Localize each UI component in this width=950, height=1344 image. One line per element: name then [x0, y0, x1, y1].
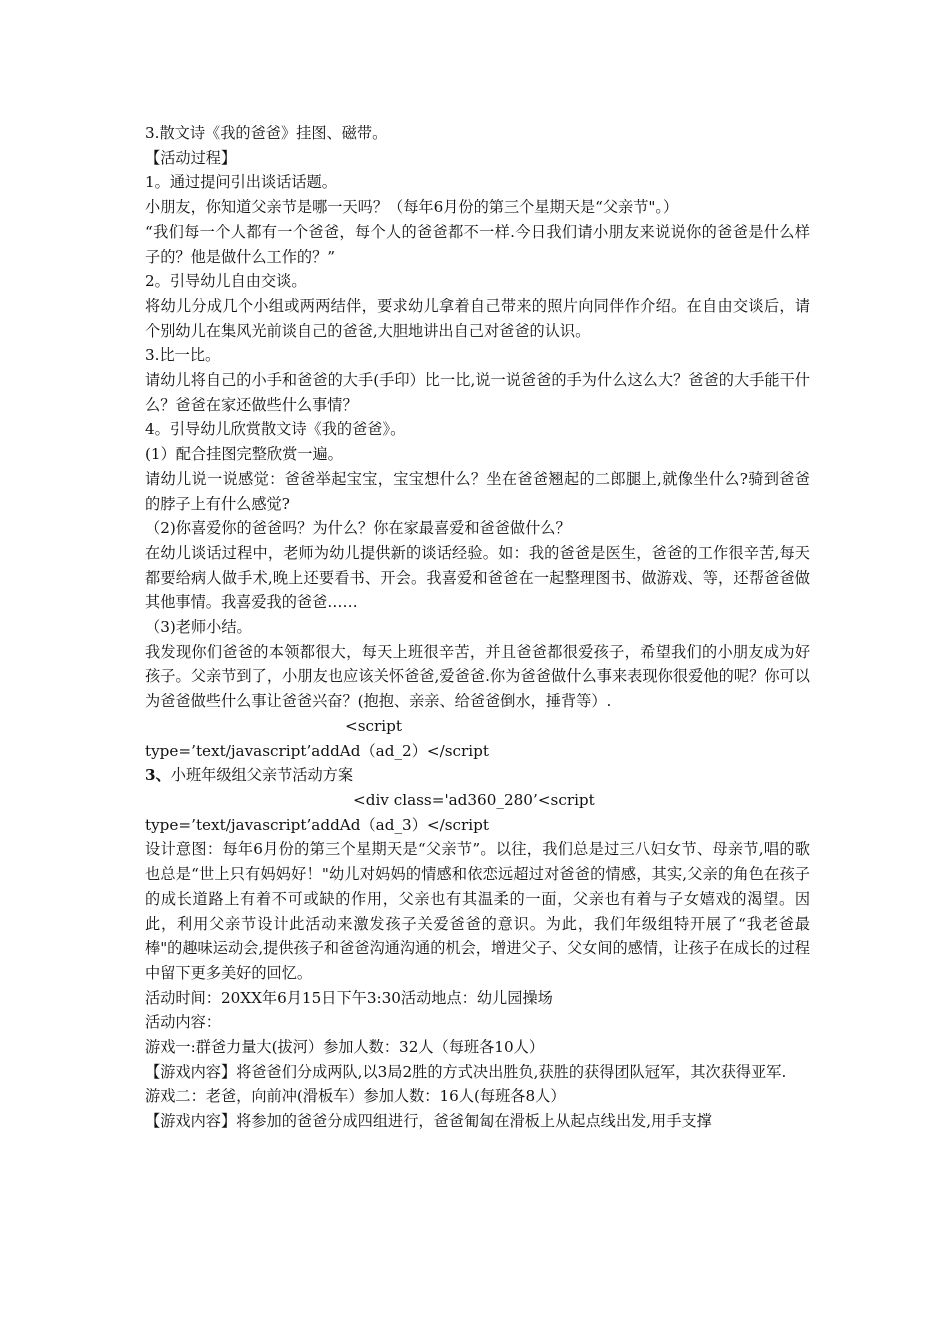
paragraph: 我发现你们爸爸的本领都很大，每天上班很辛苦，并且爸爸都很爱孩子，希望我们的小朋友成为好孩子。父亲节到了，小朋友也应该关怀爸爸,爱爸爸.你为爸爸做什么事来表现你很爱他的呢？你可以为爸爸做些什么事让爸爸兴奋？(抱抱、亲亲、给爸爸倒水，捶背等）.: [145, 642, 810, 711]
section-heading-text: 小班年级组父亲节活动方案: [170, 766, 354, 785]
paragraph: 游戏一:群爸力量大(拔河）参加人数：32人（每班各10人）: [145, 1038, 545, 1057]
paragraph: 活动时间：20XX年6月15日下午3:30活动地点：幼儿园操场: [145, 988, 553, 1007]
paragraph: 4。引导幼儿欣赏散文诗《我的爸爸》。: [145, 420, 406, 439]
paragraph: “我们每一个人都有一个爸爸，每个人的爸爸都不一样.今日我们请小朋友来说说你的爸爸是什么样子的？他是做什么工作的？”: [145, 222, 810, 266]
paragraph: (1）配合挂图完整欣赏一遍。: [145, 445, 343, 464]
paragraph: 游戏二：老爸，向前冲(滑板车）参加人数：16人(每班各8人）: [145, 1087, 566, 1106]
paragraph: （3)老师小结。: [145, 618, 252, 637]
paragraph: （2)你喜爱你的爸爸吗？为什么？你在家最喜爱和爸爸做什么？: [145, 519, 571, 538]
paragraph: 2。引导幼儿自由交谈。: [145, 272, 307, 291]
code-snippet-line: type=’text/javascript’addAd（ad_3）</script: [145, 815, 489, 834]
paragraph: 【活动过程】: [145, 148, 237, 167]
paragraph: 活动内容：: [145, 1013, 221, 1032]
paragraph: 将幼儿分成几个小组或两两结伴，要求幼儿拿着自己带来的照片向同伴作介绍。在自由交谈后，请个别幼儿在集风光前谈自己的爸爸,大胆地讲出自己对爸爸的认识。: [145, 296, 810, 340]
code-snippet-line: <div class='ad360_280’<script: [353, 790, 595, 809]
paragraph: 请幼儿将自己的小手和爸爸的大手(手印）比一比,说一说爸爸的手为什么这么大？爸爸的大手能干什么？爸爸在家还做些什么事情？: [145, 371, 810, 414]
paragraph: 设计意图：每年6月份的第三个星期天是“父亲节”。以往，我们总是过三八妇女节、母亲节,唱的歌也总是“世上只有妈妈好！"幼儿对妈妈的情感和依恋远超过对爸爸的情感，其实,父亲的角色在孩子的成长道路上有着不可或缺的作用，父亲也有其温柔的一面，父亲也有着与子女嬉戏的渴望。因此，利用父亲节设计此活动来激发孩子关爱爸爸的意识。为此，我们年级组特开展了“我老爸最棒"的趣味运动会,提供孩子和爸爸沟通沟通的机会，增进父子、父女间的感情，让孩子在成长的过程中留下更多美好的回忆。: [145, 840, 810, 982]
code-snippet-line: <script: [345, 716, 402, 735]
paragraph: 3.散文诗《我的爸爸》挂图、磁带。: [145, 124, 388, 142]
paragraph: 1。通过提问引出谈话话题。: [145, 173, 337, 192]
paragraph: 在幼儿谈话过程中，老师为幼儿提供新的谈话经验。如：我的爸爸是医生，爸爸的工作很辛苦,每天都要给病人做手术,晚上还要看书、开会。我喜爱和爸爸在一起整理图书、做游戏、等，还帮爸爸做其他事情。我喜爱我的爸爸……: [145, 543, 810, 612]
section-heading: [145, 763, 810, 788]
paragraph: 请幼儿说一说感觉：爸爸举起宝宝，宝宝想什么？坐在爸爸翘起的二郎腿上,就像坐什么?骑到爸爸的脖子上有什么感觉?: [145, 469, 810, 513]
document-body: [145, 121, 810, 1134]
paragraph: 【游戏内容】将爸爸们分成两队,以3局2胜的方式决出胜负,获胜的获得团队冠军，其次获得亚军.: [145, 1062, 787, 1081]
code-snippet-line: type=’text/javascript’addAd（ad_2）</script: [145, 741, 489, 760]
paragraph: 3.比一比。: [145, 346, 221, 365]
paragraph: 【游戏内容】将参加的爸爸分成四组进行，爸爸匍匐在滑板上从起点线出发,用手支撑: [145, 1112, 712, 1131]
section-heading-number: 3、: [145, 766, 171, 785]
paragraph: 小朋友，你知道父亲节是哪一天吗？（每年6月份的第三个星期天是“父亲节"。）: [145, 198, 679, 217]
